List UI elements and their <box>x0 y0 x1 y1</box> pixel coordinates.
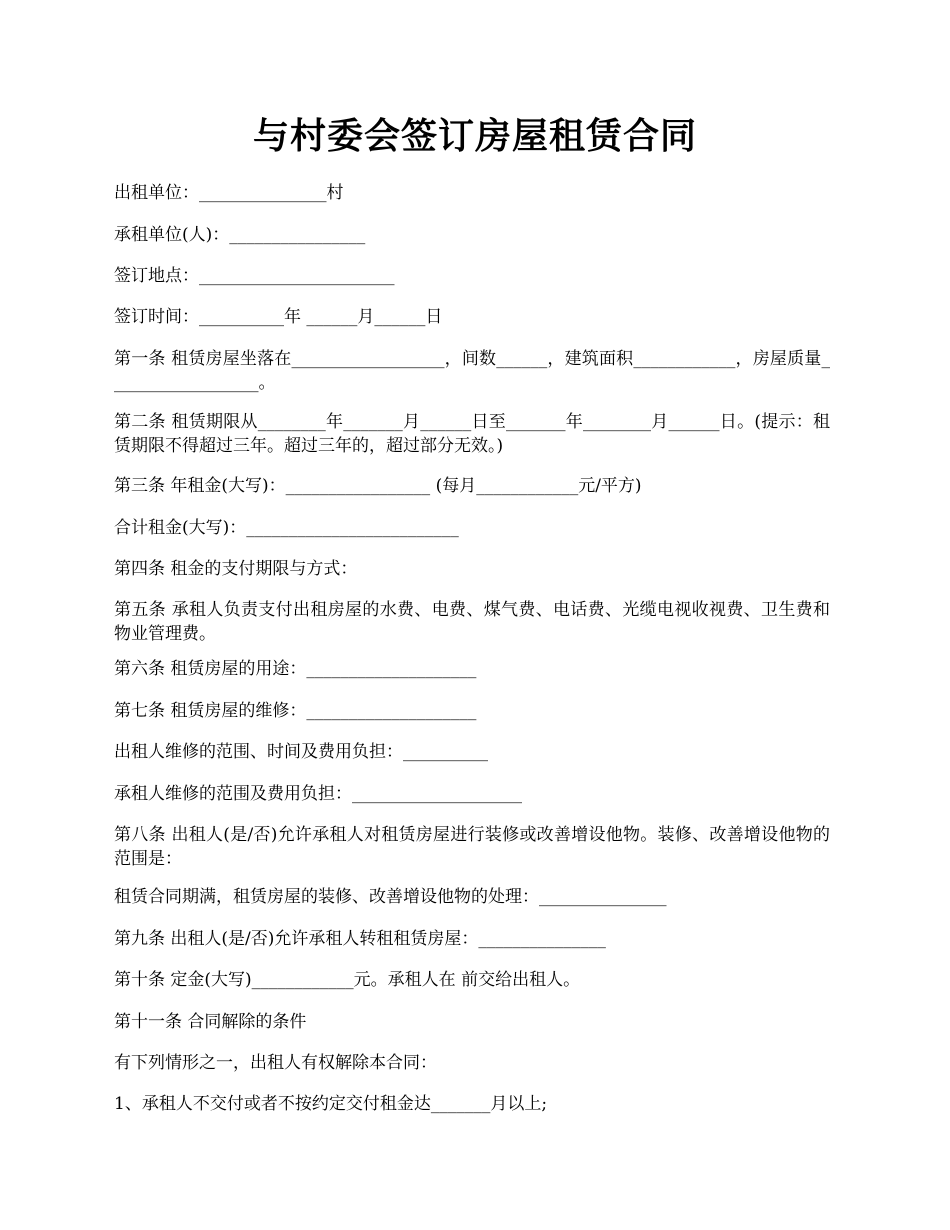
article-3: 第三条 年租金(大写)：_________________ (每月____________元/平方) <box>114 476 642 496</box>
total-rent-line: 合计租金(大写)：_________________________ <box>114 518 459 538</box>
article-5: 第五条 承租人负责支付出租房屋的水费、电费、煤气费、电话费、光缆电视收视费、卫生费和物业管理费。 <box>114 600 830 644</box>
article-8: 第八条 出租人(是/否)允许承租人对租赁房屋进行装修或改善增设他物。装修、改善增设他物的范围是： <box>114 825 830 869</box>
article-9: 第九条 出租人(是/否)允许承租人转租租赁房屋：_______________ <box>114 929 606 949</box>
lessor-unit-line: 出租单位：_______________村 <box>114 183 344 203</box>
article-11: 第十一条 合同解除的条件 <box>114 1012 307 1032</box>
article-6: 第六条 租赁房屋的用途：____________________ <box>114 659 477 679</box>
article-4: 第四条 租金的支付期限与方式： <box>114 559 358 579</box>
article-7: 第七条 租赁房屋的维修：____________________ <box>114 701 477 721</box>
signing-place-line: 签订地点：_______________________ <box>114 266 395 286</box>
document-title: 与村委会签订房屋租赁合同 <box>252 115 697 157</box>
lessee-repair-line: 承租人维修的范围及费用负担：____________________ <box>114 784 522 804</box>
signing-date-line: 签订时间：__________年 ______月______日 <box>114 307 443 327</box>
article-10: 第十条 定金(大写)____________元。承租人在 前交给出租人。 <box>114 970 581 990</box>
article-1: 第一条 租赁房屋坐落在__________________，间数______，建筑面积____________，房屋质量__________________。 <box>114 349 830 393</box>
lessor-repair-line: 出租人维修的范围、时间及费用负担：__________ <box>114 742 488 762</box>
termination-item-1: 1、承租人不交付或者不按约定交付租金达_______月以上; <box>114 1094 548 1114</box>
renovation-expiry-line: 租赁合同期满，租赁房屋的装修、改善增设他物的处理：_______________ <box>114 887 667 907</box>
article-2: 第二条 租赁期限从________年_______月______日至_______年________月______日。(提示：租赁期限不得超过三年。超过三年的，超过部分无效。) <box>114 412 830 456</box>
termination-intro-line: 有下列情形之一，出租人有权解除本合同： <box>114 1053 437 1073</box>
lessee-unit-line: 承租单位(人)：________________ <box>114 225 366 245</box>
